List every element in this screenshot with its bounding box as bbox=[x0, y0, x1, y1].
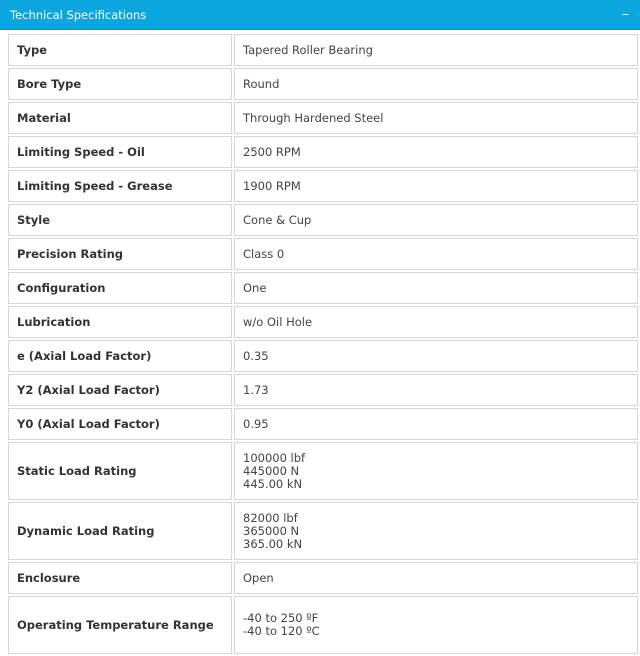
table-row bbox=[8, 34, 638, 66]
spec-value-line: 0.95 bbox=[243, 416, 269, 431]
spec-label: Bore Type bbox=[8, 68, 232, 100]
spec-value bbox=[234, 136, 638, 168]
spec-value-line: Round bbox=[243, 76, 280, 91]
spec-value bbox=[234, 272, 638, 304]
table-row bbox=[8, 374, 638, 406]
spec-value-line: 100000 lbf bbox=[243, 450, 306, 465]
spec-label: Limiting Speed - Oil bbox=[8, 136, 232, 168]
spec-label: Lubrication bbox=[8, 306, 232, 338]
collapse-icon[interactable]: − bbox=[620, 8, 630, 21]
spec-value bbox=[234, 340, 638, 372]
table-row bbox=[8, 306, 638, 338]
spec-table bbox=[6, 32, 640, 656]
spec-value bbox=[234, 102, 638, 134]
spec-value-line: 1.73 bbox=[243, 382, 269, 397]
spec-label: Y2 (Axial Load Factor) bbox=[8, 374, 232, 406]
spec-body bbox=[0, 30, 640, 656]
table-row bbox=[8, 204, 638, 236]
spec-value bbox=[234, 68, 638, 100]
spec-value-line: One bbox=[243, 280, 267, 295]
table-row bbox=[8, 170, 638, 202]
spec-value bbox=[234, 596, 638, 654]
spec-label: Y0 (Axial Load Factor) bbox=[8, 408, 232, 440]
spec-value-line: -40 to 120 ºC bbox=[243, 624, 320, 638]
spec-label: Style bbox=[8, 204, 232, 236]
spec-value-line: Open bbox=[243, 570, 274, 585]
spec-value-line: 365.00 kN bbox=[243, 536, 303, 551]
table-row bbox=[8, 596, 638, 654]
table-row bbox=[8, 238, 638, 270]
spec-value-line: 1900 RPM bbox=[243, 178, 301, 193]
spec-label: Type bbox=[8, 34, 232, 66]
spec-value bbox=[234, 562, 638, 594]
spec-label: Precision Rating bbox=[8, 238, 232, 270]
spec-value bbox=[234, 204, 638, 236]
table-row bbox=[8, 562, 638, 594]
spec-value-line: 2500 RPM bbox=[243, 144, 301, 159]
spec-value-line: -40 to 250 ºF bbox=[243, 611, 319, 625]
spec-value-line: w/o Oil Hole bbox=[243, 314, 313, 329]
spec-value-line: 445.00 kN bbox=[243, 476, 303, 491]
spec-value bbox=[234, 408, 638, 440]
spec-value-line: Cone & Cup bbox=[243, 212, 312, 227]
spec-value bbox=[234, 34, 638, 66]
spec-value bbox=[234, 442, 638, 500]
table-row bbox=[8, 408, 638, 440]
table-row bbox=[8, 442, 638, 500]
spec-value bbox=[234, 238, 638, 270]
table-row bbox=[8, 136, 638, 168]
table-row bbox=[8, 102, 638, 134]
table-row bbox=[8, 340, 638, 372]
spec-label: Static Load Rating bbox=[8, 442, 232, 500]
spec-value-line: 0.35 bbox=[243, 348, 269, 363]
table-row bbox=[8, 68, 638, 100]
spec-label: Enclosure bbox=[8, 562, 232, 594]
spec-value-line: 365000 N bbox=[243, 523, 300, 538]
spec-label: Material bbox=[8, 102, 232, 134]
spec-label: Operating Temperature Range bbox=[8, 596, 232, 654]
spec-label: Configuration bbox=[8, 272, 232, 304]
table-row bbox=[8, 272, 638, 304]
panel-title: Technical Specifications bbox=[10, 7, 147, 22]
spec-value-line: 82000 lbf bbox=[243, 510, 298, 525]
spec-value bbox=[234, 170, 638, 202]
spec-value bbox=[234, 306, 638, 338]
spec-label: Dynamic Load Rating bbox=[8, 502, 232, 560]
spec-value-line: Through Hardened Steel bbox=[243, 110, 384, 125]
spec-value-line: Tapered Roller Bearing bbox=[243, 42, 373, 57]
spec-value bbox=[234, 502, 638, 560]
panel-header[interactable] bbox=[0, 0, 640, 30]
spec-label: Limiting Speed - Grease bbox=[8, 170, 232, 202]
spec-value bbox=[234, 374, 638, 406]
spec-value-line: 445000 N bbox=[243, 463, 300, 478]
table-row bbox=[8, 502, 638, 560]
spec-label: e (Axial Load Factor) bbox=[8, 340, 232, 372]
spec-value-line: Class 0 bbox=[243, 246, 285, 261]
